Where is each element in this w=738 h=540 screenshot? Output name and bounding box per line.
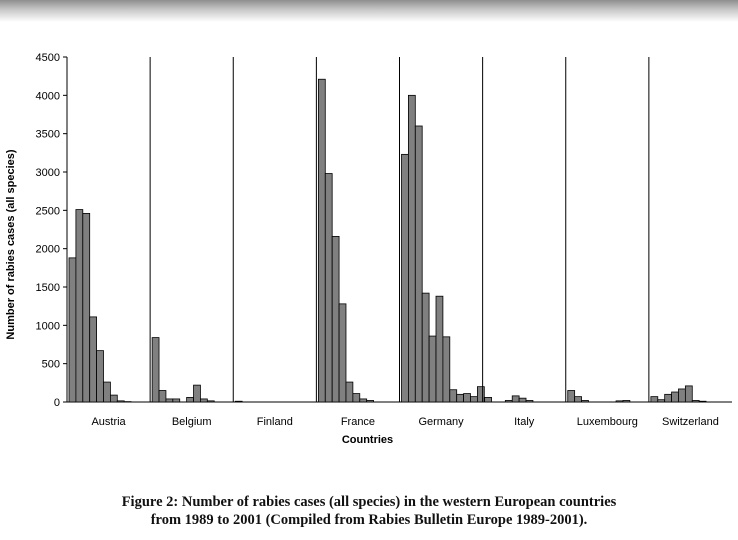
bar-belgium [187, 397, 194, 402]
bar-luxembourg [568, 391, 575, 403]
bar-belgium [200, 399, 207, 402]
y-axis-title: Number of rabies cases (all species) [5, 149, 17, 340]
x-category-label: France [340, 416, 376, 428]
bar-germany [471, 397, 478, 402]
figure-caption-line2: from 1989 to 2001 (Compiled from Rabies Bulletin Europe 1989-2001). [150, 512, 588, 528]
bar-luxembourg [616, 401, 623, 402]
bar-france [353, 394, 360, 402]
y-tick-label: 4500 [35, 52, 60, 64]
bar-italy [485, 397, 492, 402]
x-category-label: Austria [91, 416, 126, 428]
bar-france [325, 174, 332, 402]
x-category-label: Finland [256, 416, 293, 428]
x-category-label: Germany [418, 416, 464, 428]
bar-switzerland [685, 386, 692, 402]
bar-austria [76, 210, 83, 402]
x-category-label: Italy [514, 416, 535, 428]
bar-germany [436, 296, 443, 402]
bar-france [367, 400, 374, 402]
bar-italy [505, 400, 512, 402]
bar-switzerland [651, 397, 658, 402]
bar-germany [422, 293, 429, 402]
bar-austria [110, 395, 117, 402]
bar-switzerland [658, 400, 665, 402]
bar-switzerland [672, 392, 679, 402]
bar-germany [443, 337, 450, 402]
bar-austria [90, 317, 97, 402]
bar-italy [526, 400, 533, 402]
bar-germany [477, 387, 484, 402]
y-tick-label: 1000 [35, 320, 60, 333]
x-category-label: Belgium [171, 416, 212, 428]
y-tick-label: 4000 [35, 90, 60, 103]
y-tick-label: 2000 [35, 243, 60, 256]
bar-france [346, 382, 353, 402]
bar-austria [69, 258, 76, 402]
bar-germany [450, 390, 457, 402]
bar-france [339, 304, 346, 402]
y-tick-label: 2500 [35, 205, 60, 218]
bar-finland [235, 401, 242, 402]
figure-caption-line1: Figure 2: Number of rabies cases (all species) in the western European countries [121, 494, 617, 510]
bar-germany [429, 336, 436, 402]
bar-luxembourg [582, 400, 589, 402]
bar-luxembourg [623, 400, 630, 402]
bar-belgium [159, 391, 166, 403]
bar-switzerland [665, 394, 672, 402]
bar-austria [83, 213, 90, 402]
bar-italy [512, 396, 519, 402]
y-tick-label: 0 [53, 397, 60, 409]
bar-austria [97, 351, 104, 402]
x-category-label: Luxembourg [576, 416, 638, 428]
bar-austria [117, 401, 124, 402]
bar-germany [408, 95, 415, 402]
x-category-label: Switzerland [662, 416, 719, 428]
bar-switzerland [678, 389, 685, 402]
x-axis-title: Countries [341, 434, 394, 446]
bar-france [332, 236, 339, 402]
bar-germany [457, 394, 464, 402]
y-tick-label: 1500 [35, 282, 60, 294]
y-tick-label: 500 [41, 358, 60, 371]
bar-germany [464, 394, 471, 402]
bar-belgium [166, 399, 173, 402]
bar-italy [519, 398, 526, 402]
bar-belgium [194, 385, 201, 402]
bar-germany [415, 126, 422, 402]
y-tick-label: 3500 [35, 128, 60, 141]
bar-switzerland [699, 401, 706, 402]
bar-france [360, 399, 367, 402]
bar-austria [104, 382, 111, 402]
bar-france [318, 79, 325, 402]
bar-belgium [152, 338, 159, 402]
y-tick-label: 3000 [35, 167, 60, 179]
bar-belgium [207, 401, 214, 402]
bar-belgium [173, 399, 180, 402]
bar-switzerland [692, 400, 699, 402]
bar-luxembourg [575, 397, 582, 402]
bar-germany [402, 154, 409, 402]
